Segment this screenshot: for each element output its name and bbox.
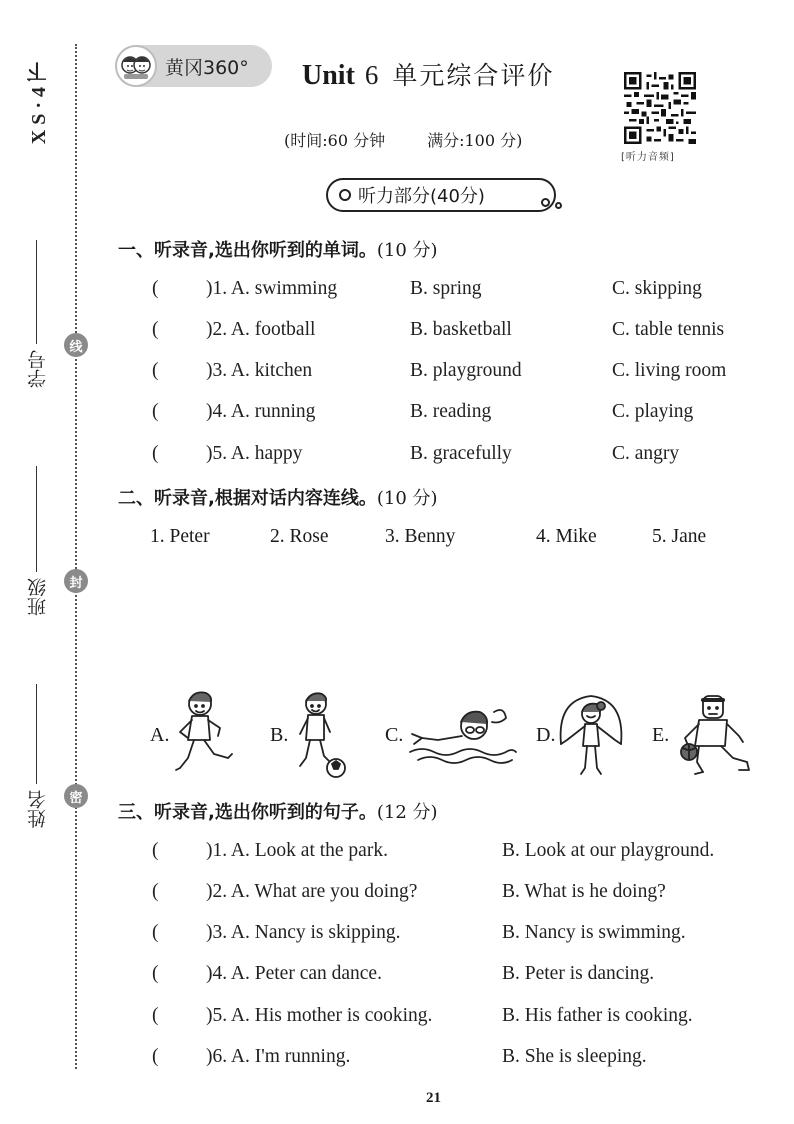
title-unit: Unit xyxy=(302,60,355,91)
section3-row-2 xyxy=(0,881,794,907)
page-number: 21 xyxy=(426,1090,441,1106)
class-field[interactable] xyxy=(36,466,37,572)
listening-part-title: 听力部分(40分) xyxy=(358,186,485,207)
option-c: C. skipping xyxy=(612,278,702,299)
seal-char-line: 线 xyxy=(64,333,88,357)
sentence-b: B. What is he doing? xyxy=(502,881,666,902)
option-c: C. living room xyxy=(612,360,727,381)
brand-logo-icon xyxy=(115,45,157,87)
option-b: B. spring xyxy=(410,278,482,299)
girl-skipping-icon[interactable] xyxy=(553,690,629,782)
sentence-b: B. Nancy is swimming. xyxy=(502,922,686,943)
answer-blank[interactable]: ( xyxy=(152,1046,159,1067)
picture-label-d: D. xyxy=(536,724,556,746)
section1-row-4 xyxy=(0,401,794,427)
seal-char-secret: 密 xyxy=(64,784,88,808)
brand-badge xyxy=(117,45,272,87)
section2-points: (10 分) xyxy=(376,488,438,509)
section3-row-3 xyxy=(0,922,794,948)
sentence-b: B. Peter is dancing. xyxy=(502,963,655,984)
series-code: X S · 4 下 xyxy=(28,62,50,145)
section1-title-text: 一、听录音,选出你听到的单词。 xyxy=(118,240,377,261)
listening-part-banner xyxy=(326,178,556,212)
banner-dot-left-icon xyxy=(339,189,351,201)
class-label: 班级 xyxy=(27,578,49,616)
title-unit-number: 6 xyxy=(364,60,379,90)
page-title xyxy=(302,56,554,92)
answer-blank[interactable]: ( xyxy=(152,963,159,984)
binding-dotted-line xyxy=(75,44,77,1069)
section3-row-4 xyxy=(0,963,794,989)
answer-blank[interactable]: ( xyxy=(152,360,159,381)
student-no-label: 学号 xyxy=(27,350,49,388)
swimmer-icon[interactable] xyxy=(408,700,518,770)
answer-blank[interactable]: ( xyxy=(152,443,159,464)
section1-points: (10 分) xyxy=(376,240,438,261)
banner-dot-right-icon xyxy=(541,198,550,207)
section3-title-text: 三、听录音,选出你听到的句子。 xyxy=(118,802,377,823)
picture-label-a: A. xyxy=(150,724,170,746)
section1-row-2 xyxy=(0,319,794,345)
section1-row-3 xyxy=(0,360,794,386)
option-a: )5. A. happy xyxy=(206,443,303,464)
name-label: 姓名 xyxy=(27,790,49,828)
section2-title xyxy=(118,484,438,510)
seal-char-seal: 封 xyxy=(64,569,88,593)
picture-label-e: E. xyxy=(652,724,670,746)
answer-blank[interactable]: ( xyxy=(152,278,159,299)
time-score-info xyxy=(284,128,522,151)
boy-running-icon[interactable] xyxy=(170,688,240,782)
section1-row-1 xyxy=(0,278,794,304)
picture-label-b: B. xyxy=(270,724,289,746)
option-a: )1. A. swimming xyxy=(206,278,338,299)
option-b: B. basketball xyxy=(410,319,512,340)
man-basketball-icon[interactable] xyxy=(675,690,755,780)
section3-row-6 xyxy=(0,1046,794,1072)
boy-football-icon[interactable] xyxy=(290,688,350,782)
qr-code-icon[interactable] xyxy=(624,72,696,144)
section3-points: (12 分) xyxy=(376,802,438,823)
section3-title xyxy=(118,798,438,824)
option-b: B. playground xyxy=(410,360,522,381)
answer-blank[interactable]: ( xyxy=(152,881,159,902)
answer-blank[interactable]: ( xyxy=(152,401,159,422)
sentence-a: )1. A. Look at the park. xyxy=(206,840,388,861)
option-c: C. playing xyxy=(612,401,694,422)
sentence-a: )5. A. His mother is cooking. xyxy=(206,1005,433,1026)
match-name-1[interactable]: 1. Peter xyxy=(150,526,210,547)
match-name-5[interactable]: 5. Jane xyxy=(652,526,707,547)
banner-dot-small-icon xyxy=(555,202,562,209)
sentence-a: )2. A. What are you doing? xyxy=(206,881,418,902)
name-field[interactable] xyxy=(36,684,37,784)
section1-row-5 xyxy=(0,443,794,469)
sentence-a: )6. A. I'm running. xyxy=(206,1046,351,1067)
sentence-a: )3. A. Nancy is skipping. xyxy=(206,922,401,943)
option-a: )4. A. running xyxy=(206,401,316,422)
section2-title-text: 二、听录音,根据对话内容连线。 xyxy=(118,488,377,509)
sentence-b: B. His father is cooking. xyxy=(502,1005,693,1026)
title-chinese: 单元综合评价 xyxy=(392,61,555,90)
option-a: )2. A. football xyxy=(206,319,316,340)
qr-label: [听力音频] xyxy=(621,152,675,163)
brand-name: 黄冈360° xyxy=(165,56,249,79)
sentence-b: B. She is sleeping. xyxy=(502,1046,647,1067)
option-b: B. reading xyxy=(410,401,492,422)
section3-row-1 xyxy=(0,840,794,866)
option-a: )3. A. kitchen xyxy=(206,360,313,381)
answer-blank[interactable]: ( xyxy=(152,840,159,861)
full-score: 满分:100 分) xyxy=(427,131,523,150)
option-c: C. angry xyxy=(612,443,680,464)
sentence-a: )4. A. Peter can dance. xyxy=(206,963,382,984)
option-b: B. gracefully xyxy=(410,443,512,464)
section1-title xyxy=(118,236,438,262)
picture-label-c: C. xyxy=(385,724,404,746)
time-limit: (时间:60 分钟 xyxy=(284,131,386,150)
match-name-2[interactable]: 2. Rose xyxy=(270,526,329,547)
answer-blank[interactable]: ( xyxy=(152,922,159,943)
match-name-3[interactable]: 3. Benny xyxy=(385,526,456,547)
sentence-b: B. Look at our playground. xyxy=(502,840,715,861)
answer-blank[interactable]: ( xyxy=(152,319,159,340)
answer-blank[interactable]: ( xyxy=(152,1005,159,1026)
match-name-4[interactable]: 4. Mike xyxy=(536,526,597,547)
option-c: C. table tennis xyxy=(612,319,725,340)
section3-row-5 xyxy=(0,1005,794,1031)
